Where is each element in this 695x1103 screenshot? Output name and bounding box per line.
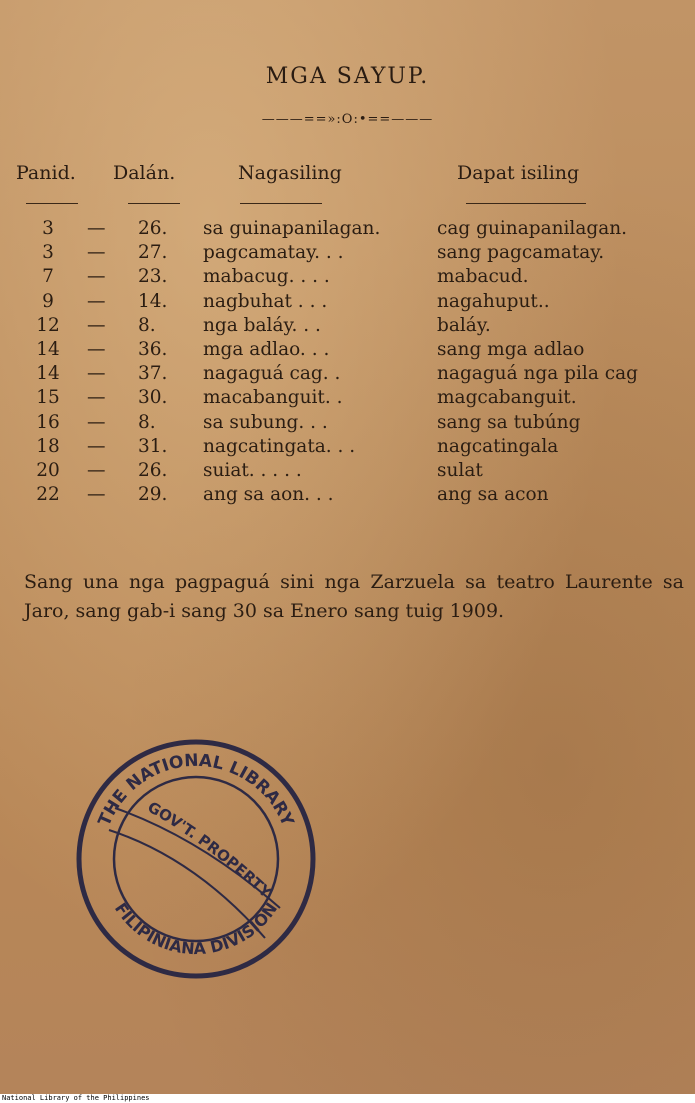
errata-dash-cell: — — [87, 290, 106, 312]
stamp-top-text: THE NATIONAL LIBRARY — [94, 750, 298, 830]
library-stamp — [75, 738, 317, 980]
errata-wrong-cell: nagcatingata. . . — [203, 435, 356, 457]
errata-dash-cell: — — [87, 411, 106, 433]
errata-right-cell: ang sa acon — [437, 484, 549, 506]
errata-wrong-cell: macabanguit. . — [203, 387, 343, 409]
errata-line-cell: 8. — [138, 411, 156, 433]
header-line: Dalán. — [113, 162, 176, 184]
errata-wrong-cell: nagbuhat . . . — [203, 290, 328, 312]
errata-wrong-cell: sa subung. . . — [203, 411, 328, 433]
errata-wrong-cell: mabacug. . . . — [203, 266, 330, 288]
title-ornament: ———==»:O:•==——— — [261, 112, 434, 127]
errata-right-cell: sang sa tubúng — [437, 411, 581, 433]
errata-dash-cell: — — [87, 484, 106, 506]
errata-right-cell: nagaguá nga pila cag — [437, 363, 638, 385]
errata-line-cell: 23. — [138, 266, 168, 288]
errata-line-cell: 36. — [138, 339, 168, 360]
errata-right-cell: magcabanguit. — [437, 387, 577, 409]
errata-dash-cell: — — [87, 387, 106, 409]
errata-line-cell: 30. — [138, 387, 168, 409]
errata-line-cell: 27. — [138, 242, 168, 264]
errata-page-cell: 18 — [36, 435, 60, 457]
errata-right-cell: sang pagcamatay. — [437, 242, 605, 264]
header-rule — [128, 203, 180, 204]
errata-line-cell: 26. — [138, 460, 168, 481]
errata-line-cell: 29. — [138, 484, 168, 506]
errata-dash-cell: — — [87, 339, 106, 360]
errata-page-cell: 16 — [36, 411, 60, 433]
errata-dash-cell: — — [87, 460, 106, 481]
page-title: MGA SAYUP. — [265, 64, 430, 89]
header-rule — [26, 203, 78, 204]
header-rule — [240, 203, 322, 204]
errata-dash-cell: — — [87, 218, 106, 239]
errata-right-cell: nagahuput.. — [437, 290, 550, 312]
errata-line-cell: 26. — [138, 218, 168, 239]
errata-wrong-cell: nagaguá cag. . — [203, 363, 341, 385]
errata-right-cell: baláy. — [437, 314, 491, 336]
errata-page-cell: 12 — [36, 314, 60, 336]
header-right: Dapat isiling — [457, 162, 580, 184]
stamp-bottom-text: FILIPINIANA DIVISION — [110, 899, 282, 959]
footer-credit: National Library of the Philippines — [2, 1094, 150, 1102]
errata-page-cell: 22 — [36, 484, 60, 506]
errata-dash-cell: — — [87, 266, 106, 288]
errata-line-cell: 8. — [138, 314, 156, 336]
errata-page-cell: 20 — [36, 460, 60, 481]
errata-page-cell: 3 — [42, 218, 54, 239]
header-wrong: Nagasiling — [238, 162, 342, 184]
premiere-note: Sang una nga pagpaguá sini nga Zarzuela sa teatro Laurente sa Jaro, sang gab-i sang 30 sa Enero sang tuig 1909. — [24, 571, 684, 622]
errata-wrong-cell: suiat. . . . . — [203, 460, 302, 481]
header-page: Panid. — [16, 162, 76, 184]
errata-line-cell: 14. — [138, 290, 168, 312]
errata-page-cell: 9 — [42, 290, 54, 312]
stamp-center-text: GOV'T. PROPERTY — [144, 797, 275, 902]
errata-wrong-cell: ang sa aon. . . — [203, 484, 334, 506]
errata-wrong-cell: sa guinapanilagan. — [203, 218, 381, 239]
errata-dash-cell: — — [87, 435, 106, 457]
errata-right-cell: sang mga adlao — [437, 339, 585, 360]
errata-page-cell: 14 — [36, 363, 60, 385]
errata-page-cell: 15 — [36, 387, 60, 409]
errata-line-cell: 37. — [138, 363, 168, 385]
errata-right-cell: mabacud. — [437, 266, 529, 288]
errata-page-cell: 14 — [36, 339, 60, 360]
errata-right-cell: sulat — [437, 460, 483, 481]
header-rule — [466, 203, 586, 204]
errata-right-cell: cag guinapanilagan. — [437, 218, 628, 239]
errata-wrong-cell: pagcamatay. . . — [203, 242, 344, 264]
errata-right-cell: nagcatingala — [437, 435, 559, 457]
errata-page-cell: 7 — [42, 266, 54, 288]
errata-wrong-cell: nga baláy. . . — [203, 314, 321, 336]
errata-page-cell: 3 — [42, 242, 54, 264]
errata-dash-cell: — — [87, 314, 106, 336]
errata-wrong-cell: mga adlao. . . — [203, 339, 330, 360]
errata-dash-cell: — — [87, 242, 106, 264]
errata-line-cell: 31. — [138, 435, 168, 457]
errata-dash-cell: — — [87, 363, 106, 385]
